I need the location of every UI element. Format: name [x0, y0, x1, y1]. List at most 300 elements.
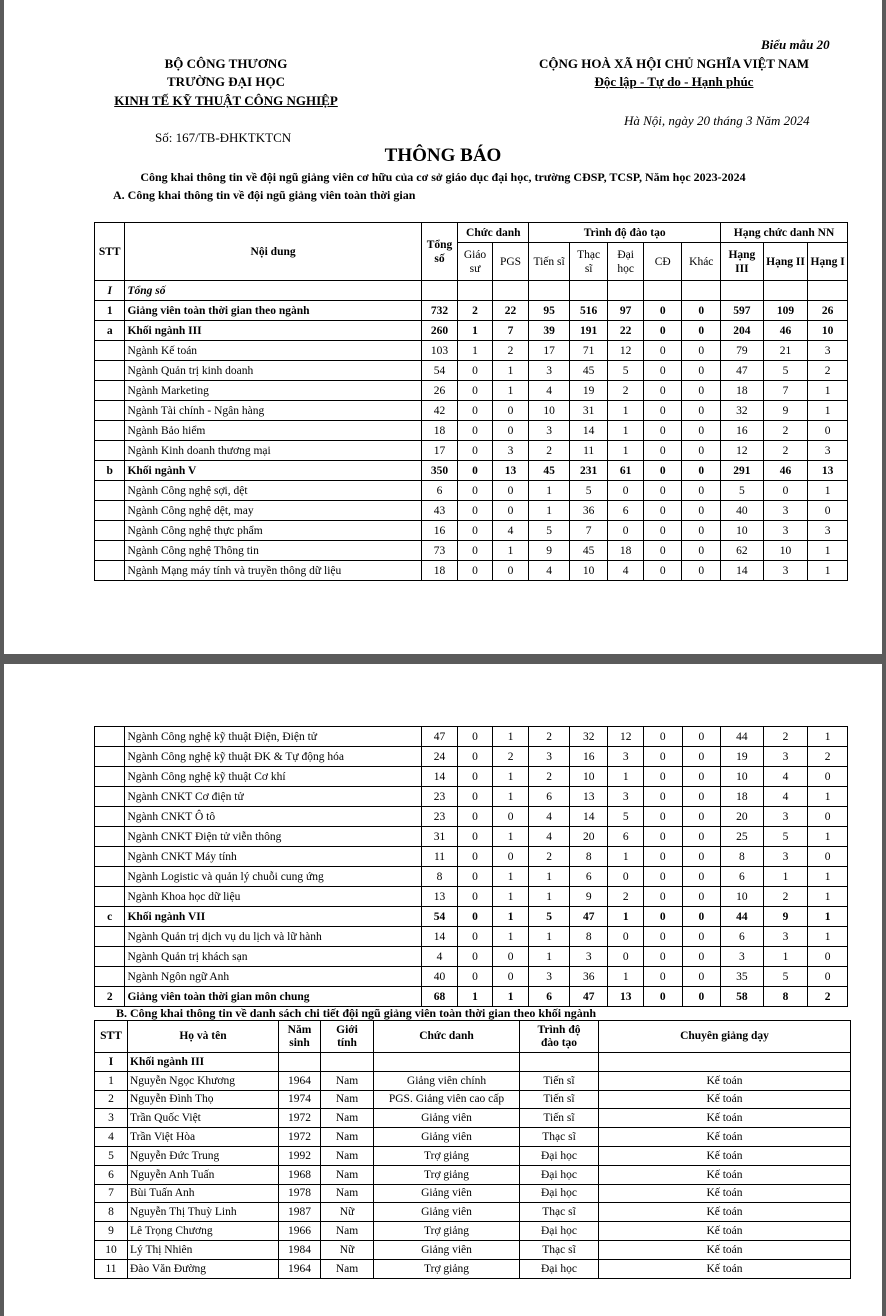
row-name: Tổng số	[125, 281, 421, 301]
header-dh: Đại học	[608, 243, 644, 281]
row-value: 0	[608, 947, 644, 967]
row-value: 22	[608, 321, 644, 341]
cell-year: 1964	[279, 1071, 321, 1090]
header-khac: Khác	[682, 243, 721, 281]
row-value: 0	[492, 947, 529, 967]
row-value: 0	[682, 847, 721, 867]
row-value: 0	[808, 947, 848, 967]
cell-name: Đào Văn Đường	[128, 1259, 279, 1278]
row-value: 8	[569, 847, 608, 867]
table-row	[95, 867, 848, 887]
row-value: 0	[458, 361, 493, 381]
row-value	[529, 281, 570, 301]
row-value: 16	[421, 521, 458, 541]
row-value: 1	[492, 767, 529, 787]
row-value: 0	[458, 887, 493, 907]
table-row	[95, 1259, 851, 1278]
table-row	[95, 727, 848, 747]
cell-degree: Đại học	[520, 1222, 599, 1241]
row-value: 0	[643, 727, 682, 747]
row-value: 2	[763, 887, 808, 907]
row-value: 9	[763, 401, 808, 421]
row-value: 1	[492, 987, 529, 1007]
row-value: 0	[458, 907, 493, 927]
row-stt	[95, 967, 125, 987]
header-ths: Thạc sĩ	[569, 243, 608, 281]
row-name: Ngành Công nghệ thực phẩm	[125, 521, 421, 541]
row-value: 16	[569, 747, 608, 767]
row-value: 0	[682, 401, 721, 421]
row-value: 0	[643, 301, 682, 321]
row-value: 58	[721, 987, 764, 1007]
row-value: 4	[763, 767, 808, 787]
row-value: 47	[569, 907, 608, 927]
row-value: 0	[643, 847, 682, 867]
cell-title: Giảng viên chính	[374, 1071, 520, 1090]
row-value: 0	[458, 967, 493, 987]
row-value	[808, 281, 848, 301]
row-value: 32	[721, 401, 764, 421]
row-stt	[95, 361, 125, 381]
row-value: 54	[421, 361, 458, 381]
row-name: Ngành Khoa học dữ liệu	[125, 887, 421, 907]
row-value: 0	[458, 521, 493, 541]
row-value: 26	[808, 301, 848, 321]
row-value: 10	[721, 767, 764, 787]
row-stt	[95, 441, 125, 461]
row-value: 0	[458, 807, 493, 827]
ministry-name: BỘ CÔNG THƯƠNG	[164, 56, 288, 71]
row-value: 0	[808, 501, 848, 521]
cell-degree: Đại học	[520, 1184, 599, 1203]
row-value: 0	[492, 847, 529, 867]
row-value: 0	[643, 501, 682, 521]
row-value: 3	[763, 847, 808, 867]
cell-gender: Nam	[321, 1071, 374, 1090]
cell-stt: 3	[95, 1109, 128, 1128]
row-value: 0	[682, 827, 721, 847]
cell-name: Nguyễn Đình Thọ	[128, 1090, 279, 1109]
row-value: 0	[808, 421, 848, 441]
row-value: 3	[529, 361, 570, 381]
row-value: 68	[421, 987, 458, 1007]
row-value: 0	[682, 461, 721, 481]
cell-gender: Nam	[321, 1184, 374, 1203]
row-stt: 1	[95, 301, 125, 321]
row-value: 0	[492, 561, 529, 581]
row-value: 0	[458, 421, 493, 441]
row-value: 1	[808, 381, 848, 401]
cell-year: 1992	[279, 1146, 321, 1165]
row-value: 0	[682, 907, 721, 927]
table-row	[95, 1240, 851, 1259]
row-stt	[95, 767, 125, 787]
row-stt	[95, 787, 125, 807]
cell-stt: 7	[95, 1184, 128, 1203]
row-value: 0	[458, 441, 493, 461]
row-stt	[95, 341, 125, 361]
row-value: 4	[529, 381, 570, 401]
row-value: 3	[763, 927, 808, 947]
row-value: 0	[492, 967, 529, 987]
row-value: 22	[492, 301, 529, 321]
row-value: 597	[721, 301, 764, 321]
row-value: 0	[682, 561, 721, 581]
row-value: 1	[608, 907, 644, 927]
cell-major: Kế toán	[599, 1184, 851, 1203]
row-value: 0	[643, 401, 682, 421]
row-value	[569, 281, 608, 301]
row-value: 4	[492, 521, 529, 541]
row-name: Ngành Công nghệ kỹ thuật Cơ khí	[125, 767, 421, 787]
row-value: 2	[763, 727, 808, 747]
row-value: 3	[763, 561, 808, 581]
row-value: 0	[643, 341, 682, 361]
row-value: 0	[643, 987, 682, 1007]
row-value: 2	[492, 341, 529, 361]
table-row	[95, 481, 848, 501]
row-value: 0	[608, 521, 644, 541]
cell-degree: Đại học	[520, 1259, 599, 1278]
row-value: 44	[721, 727, 764, 747]
staff-summary-table-part1	[94, 222, 848, 581]
row-value: 19	[721, 747, 764, 767]
row-value: 0	[458, 561, 493, 581]
row-stt	[95, 807, 125, 827]
row-value: 2	[763, 441, 808, 461]
row-value: 8	[569, 927, 608, 947]
row-value: 0	[682, 501, 721, 521]
row-value: 18	[421, 421, 458, 441]
row-value: 516	[569, 301, 608, 321]
document-page-2	[4, 664, 882, 1316]
table-row	[95, 1203, 851, 1222]
row-value: 35	[721, 967, 764, 987]
table-row	[95, 381, 848, 401]
cell-title: PGS. Giảng viên cao cấp	[374, 1090, 520, 1109]
row-value: 3	[492, 441, 529, 461]
row-stt	[95, 541, 125, 561]
row-value: 25	[721, 827, 764, 847]
header-total: Tổng số	[421, 223, 458, 281]
row-value: 42	[421, 401, 458, 421]
row-value: 2	[608, 381, 644, 401]
cell-year: 1968	[279, 1165, 321, 1184]
cell-name: Lý Thị Nhiên	[128, 1240, 279, 1259]
row-value: 5	[763, 967, 808, 987]
row-value: 1	[492, 381, 529, 401]
row-value: 0	[682, 787, 721, 807]
row-value: 45	[569, 541, 608, 561]
row-value	[421, 281, 458, 301]
row-value: 13	[808, 461, 848, 481]
row-value: 103	[421, 341, 458, 361]
row-value: 0	[608, 481, 644, 501]
row-value: 0	[682, 927, 721, 947]
row-value: 0	[643, 381, 682, 401]
row-value: 1	[808, 887, 848, 907]
row-value: 39	[529, 321, 570, 341]
row-value: 95	[529, 301, 570, 321]
row-value: 4	[421, 947, 458, 967]
cell-year: 1972	[279, 1128, 321, 1147]
row-stt	[95, 887, 125, 907]
row-value: 0	[682, 867, 721, 887]
row-value: 3	[529, 747, 570, 767]
row-value: 5	[529, 907, 570, 927]
row-value: 1	[808, 541, 848, 561]
row-value: 0	[458, 501, 493, 521]
document-number: Số: 167/TB-ĐHKTKTCN	[155, 130, 292, 145]
row-value: 6	[721, 927, 764, 947]
row-value: 3	[608, 787, 644, 807]
row-value: 0	[458, 927, 493, 947]
header-content: Nội dung	[125, 223, 421, 281]
cell-major: Kế toán	[599, 1109, 851, 1128]
row-value: 1	[808, 787, 848, 807]
row-value: 0	[643, 321, 682, 341]
row-value: 1	[529, 481, 570, 501]
row-value: 1	[808, 401, 848, 421]
table-row	[95, 301, 848, 321]
row-value: 0	[682, 301, 721, 321]
row-value: 0	[682, 481, 721, 501]
row-value: 24	[421, 747, 458, 767]
header-title-group: Chức danh	[458, 223, 529, 243]
row-value: 0	[808, 807, 848, 827]
cell-gender: Nữ	[321, 1203, 374, 1222]
row-value: 1	[808, 827, 848, 847]
row-value: 0	[682, 521, 721, 541]
row-value: 0	[682, 341, 721, 361]
row-stt: 2	[95, 987, 125, 1007]
row-name: Ngành Kinh doanh thương mại	[125, 441, 421, 461]
row-value: 231	[569, 461, 608, 481]
row-value: 0	[682, 321, 721, 341]
row-value: 1	[458, 321, 493, 341]
row-value: 0	[492, 481, 529, 501]
row-value: 0	[643, 907, 682, 927]
row-name: Giảng viên toàn thời gian môn chung	[125, 987, 421, 1007]
row-value: 8	[421, 867, 458, 887]
row-value: 2	[808, 987, 848, 1007]
cell-degree: Thạc sĩ	[520, 1240, 599, 1259]
row-value: 2	[808, 747, 848, 767]
row-value: 21	[763, 341, 808, 361]
row-value: 204	[721, 321, 764, 341]
row-value: 17	[529, 341, 570, 361]
row-value: 18	[421, 561, 458, 581]
row-value: 2	[808, 361, 848, 381]
row-value: 4	[529, 827, 570, 847]
table-row	[95, 1165, 851, 1184]
row-value: 5	[529, 521, 570, 541]
row-value: 0	[458, 461, 493, 481]
row-stt: b	[95, 461, 125, 481]
staff-summary-table-part2	[94, 726, 848, 1007]
row-value: 0	[643, 747, 682, 767]
row-value: 71	[569, 341, 608, 361]
row-value: 0	[682, 947, 721, 967]
row-value: 1	[529, 867, 570, 887]
row-value: 0	[458, 867, 493, 887]
table-row	[95, 927, 848, 947]
table-header-row	[95, 1021, 851, 1053]
row-value: 1	[763, 947, 808, 967]
header-cd: CĐ	[643, 243, 682, 281]
row-value: 5	[608, 807, 644, 827]
row-value: 47	[421, 727, 458, 747]
row-value: 1	[808, 561, 848, 581]
row-name: Ngành CNKT Cơ điện tử	[125, 787, 421, 807]
cell-stt: 9	[95, 1222, 128, 1241]
row-value: 0	[808, 967, 848, 987]
row-value: 18	[721, 787, 764, 807]
row-value: 13	[492, 461, 529, 481]
row-value: 1	[808, 927, 848, 947]
row-value: 1	[529, 887, 570, 907]
table-row	[95, 887, 848, 907]
header-rank-group: Hạng chức danh NN	[721, 223, 848, 243]
row-value: 0	[643, 361, 682, 381]
row-value: 0	[763, 481, 808, 501]
section-a-heading: A. Công khai thông tin về đội ngũ giảng viên toàn thời gian	[113, 188, 416, 202]
header-ts: Tiến sĩ	[529, 243, 570, 281]
row-value: 1	[529, 927, 570, 947]
table-row	[95, 501, 848, 521]
table-row	[95, 1184, 851, 1203]
table-row	[95, 827, 848, 847]
row-value: 0	[643, 481, 682, 501]
row-stt	[95, 521, 125, 541]
row-value: 1	[808, 727, 848, 747]
row-value: 0	[682, 381, 721, 401]
row-value: 0	[458, 481, 493, 501]
row-value: 0	[808, 847, 848, 867]
row-stt	[95, 401, 125, 421]
row-value: 12	[721, 441, 764, 461]
row-value: 14	[569, 807, 608, 827]
row-value: 1	[808, 867, 848, 887]
row-value: 7	[492, 321, 529, 341]
row-value: 23	[421, 787, 458, 807]
row-stt	[95, 947, 125, 967]
row-value: 0	[643, 787, 682, 807]
cell-title: Giảng viên	[374, 1109, 520, 1128]
cell-gender: Nam	[321, 1165, 374, 1184]
row-value: 6	[569, 867, 608, 887]
table-row	[95, 341, 848, 361]
form-label: Biểu mẫu 20	[761, 37, 830, 52]
row-value	[608, 281, 644, 301]
row-stt	[95, 381, 125, 401]
cell-title: Giảng viên	[374, 1184, 520, 1203]
row-name: Ngành Kế toán	[125, 341, 421, 361]
cell-stt: 2	[95, 1090, 128, 1109]
header-pgs: PGS	[492, 243, 529, 281]
table-row	[95, 441, 848, 461]
row-value: 0	[458, 947, 493, 967]
row-value: 26	[421, 381, 458, 401]
row-value: 19	[569, 381, 608, 401]
row-value: 1	[608, 421, 644, 441]
row-value: 0	[458, 787, 493, 807]
row-value: 3	[529, 967, 570, 987]
row-value: 0	[458, 847, 493, 867]
row-value: 14	[421, 767, 458, 787]
cell-major: Kế toán	[599, 1165, 851, 1184]
cell-major: Kế toán	[599, 1071, 851, 1090]
header-degree: Trình độ đào tạo	[520, 1021, 599, 1053]
cell-stt: 11	[95, 1259, 128, 1278]
cell-degree: Tiến sĩ	[520, 1109, 599, 1128]
header-gs: Giáo sư	[458, 243, 493, 281]
cell-major: Kế toán	[599, 1128, 851, 1147]
cell-title: Trợ giảng	[374, 1146, 520, 1165]
row-value: 17	[421, 441, 458, 461]
row-value: 10	[569, 767, 608, 787]
row-value: 2	[529, 441, 570, 461]
row-value: 43	[421, 501, 458, 521]
cell-gender: Nữ	[321, 1240, 374, 1259]
republic-name: CỘNG HOÀ XÃ HỘI CHỦ NGHĨA VIỆT NAM	[538, 56, 810, 71]
cell-year: 1966	[279, 1222, 321, 1241]
row-value: 40	[421, 967, 458, 987]
cell-year: 1974	[279, 1090, 321, 1109]
row-value: 0	[458, 767, 493, 787]
row-stt	[95, 847, 125, 867]
cell-stt: 6	[95, 1165, 128, 1184]
cell-title: Trợ giảng	[374, 1222, 520, 1241]
row-value: 31	[421, 827, 458, 847]
row-value: 13	[569, 787, 608, 807]
row-value: 0	[682, 747, 721, 767]
row-value: 45	[569, 361, 608, 381]
row-name: Ngành Quản trị dịch vụ du lịch và lữ hành	[125, 927, 421, 947]
row-value	[682, 281, 721, 301]
row-value: 0	[643, 827, 682, 847]
row-value: 0	[643, 441, 682, 461]
row-value: 0	[682, 987, 721, 1007]
row-value: 1	[492, 787, 529, 807]
row-value: 11	[421, 847, 458, 867]
cell-gender: Nam	[321, 1259, 374, 1278]
row-value: 7	[569, 521, 608, 541]
row-value: 0	[643, 541, 682, 561]
cell-stt: 5	[95, 1146, 128, 1165]
cell-major: Kế toán	[599, 1259, 851, 1278]
national-motto: Độc lập - Tự do - Hạnh phúc	[594, 74, 754, 89]
row-value: 5	[569, 481, 608, 501]
row-value: 0	[458, 381, 493, 401]
row-value	[458, 281, 493, 301]
row-name: Ngành Ngôn ngữ Anh	[125, 967, 421, 987]
table-row	[95, 1128, 851, 1147]
row-stt: c	[95, 907, 125, 927]
group-name: Khối ngành III	[128, 1053, 279, 1072]
table-row	[95, 807, 848, 827]
row-value: 0	[643, 947, 682, 967]
row-name: Ngành Bảo hiểm	[125, 421, 421, 441]
cell-title: Trợ giảng	[374, 1165, 520, 1184]
cell-degree: Đại học	[520, 1165, 599, 1184]
row-value: 7	[763, 381, 808, 401]
row-value: 191	[569, 321, 608, 341]
row-name: Ngành Công nghệ kỹ thuật Điện, Điện tử	[125, 727, 421, 747]
table-row	[95, 321, 848, 341]
row-value: 47	[569, 987, 608, 1007]
row-value: 1	[492, 541, 529, 561]
